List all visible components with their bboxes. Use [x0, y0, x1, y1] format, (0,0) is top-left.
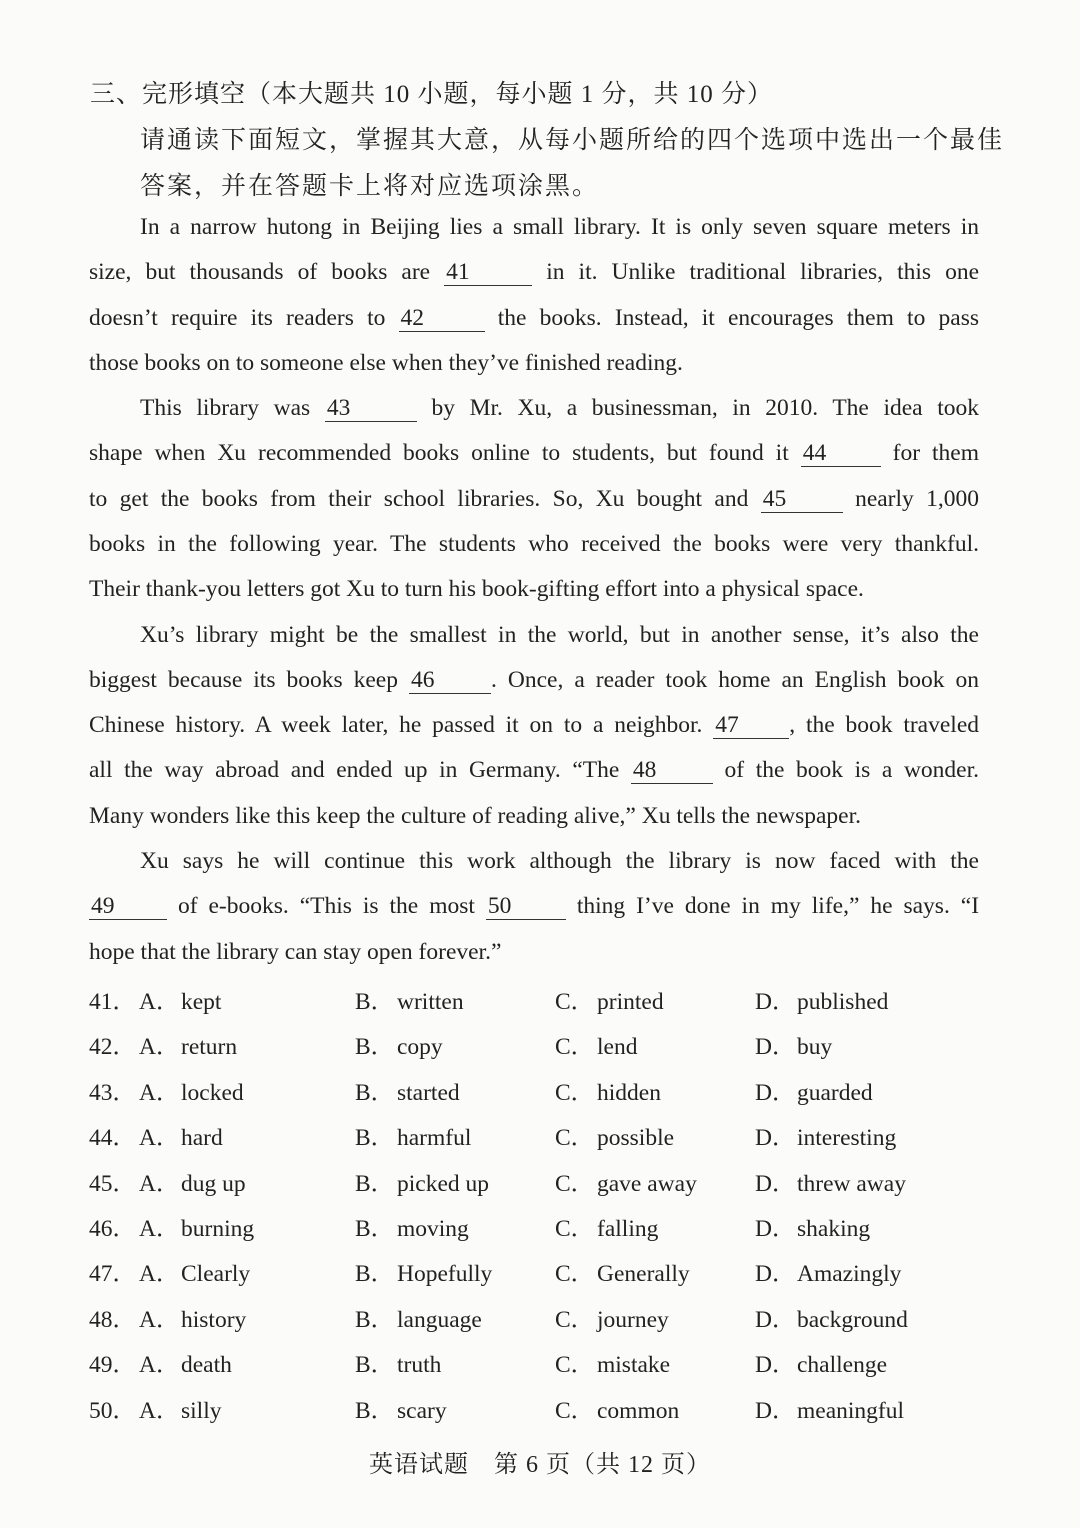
question-row	[89, 1164, 989, 1204]
option-b: B． moving	[355, 1216, 469, 1242]
passage-line: books in the following year. The students who received the books were very thankful.	[89, 531, 979, 557]
option-b: B． started	[355, 1080, 460, 1106]
blank-49: 49	[89, 894, 167, 920]
option-d: D．guarded	[755, 1080, 873, 1106]
passage-line: biggest because its books keep 46 . Once, a reader took home an English book on	[89, 667, 980, 693]
option-c: C． gave away	[555, 1171, 697, 1197]
passage-line: Their thank-you letters got Xu to turn his book-gifting effort into a physical space.	[89, 576, 864, 602]
passage-line: In a narrow hutong in Beijing lies a small library. It is only seven square meters in	[140, 214, 979, 240]
question-row	[89, 1118, 989, 1158]
passage-line: doesn’t require its readers to 42 the books. Instead, it encourages them to pass	[89, 305, 979, 331]
question-number: 42．	[89, 1034, 136, 1060]
question-number: 45．	[89, 1171, 136, 1197]
option-d: D．background	[755, 1307, 908, 1333]
option-a: A．hard	[139, 1125, 223, 1151]
question-number: 41．	[89, 989, 136, 1015]
option-c: C． Generally	[555, 1261, 690, 1287]
option-a: A．kept	[139, 989, 222, 1015]
question-row	[89, 1300, 989, 1340]
passage-line: to get the books from their school libraries. So, Xu bought and 45 nearly 1,000	[89, 486, 980, 512]
option-a: A．locked	[139, 1080, 244, 1106]
question-number: 44．	[89, 1125, 136, 1151]
passage-line: size, but thousands of books are 41 in it. Unlike traditional libraries, this one	[89, 259, 980, 285]
option-c: C． possible	[555, 1125, 675, 1151]
option-c: C． hidden	[555, 1080, 661, 1106]
option-c: C． journey	[555, 1307, 669, 1333]
option-a: A．dug up	[139, 1171, 246, 1197]
blank-43: 43	[325, 396, 417, 422]
option-d: D．interesting	[755, 1125, 897, 1151]
question-row	[89, 1209, 989, 1249]
question-number: 48．	[89, 1307, 136, 1333]
option-b: B． written	[355, 989, 464, 1015]
blank-44: 44	[801, 441, 881, 467]
passage-line: Chinese history. A week later, he passed it on to a neighbor. 47 , the book traveled	[89, 712, 980, 738]
option-b: B． picked up	[355, 1171, 490, 1197]
instruction-line-1: 请通读下面短文，掌握其大意，从每小题所给的四个选项中选出一个最佳	[140, 127, 1005, 154]
passage-line: Xu says he will continue this work although the library is now faced with the	[140, 848, 979, 874]
blank-42: 42	[399, 306, 485, 332]
option-c: C． mistake	[555, 1352, 671, 1378]
blank-50: 50	[486, 894, 566, 920]
question-row	[89, 1345, 989, 1385]
option-c: C． lend	[555, 1034, 638, 1060]
question-row	[89, 1073, 989, 1113]
option-d: D．threw away	[755, 1171, 906, 1197]
blank-45: 45	[761, 487, 843, 513]
option-d: D．shaking	[755, 1216, 871, 1242]
option-a: A．silly	[139, 1398, 222, 1424]
option-a: A．history	[139, 1307, 247, 1333]
page-footer: 英语试题 第 6 页（共 12 页）	[369, 1452, 711, 1478]
option-a: A．Clearly	[139, 1261, 251, 1287]
section-title: 三、完形填空（本大题共 10 小题，每小题 1 分，共 10 分）	[90, 81, 774, 108]
instruction-line-2: 答案，并在答题卡上将对应选项涂黑。	[140, 173, 600, 200]
option-a: A．burning	[139, 1216, 255, 1242]
option-a: A．return	[139, 1034, 238, 1060]
question-number: 43．	[89, 1080, 136, 1106]
option-c: C． printed	[555, 989, 664, 1015]
option-d: D．published	[755, 989, 889, 1015]
question-row	[89, 1027, 989, 1067]
option-b: B． Hopefully	[355, 1261, 493, 1287]
option-b: B． harmful	[355, 1125, 472, 1151]
question-number: 50．	[89, 1398, 136, 1424]
question-number: 49．	[89, 1352, 136, 1378]
option-b: B． copy	[355, 1034, 443, 1060]
blank-46: 46	[409, 668, 491, 694]
question-row	[89, 1391, 989, 1431]
passage-line: those books on to someone else when they’ve finished reading.	[89, 350, 683, 376]
option-b: B． scary	[355, 1398, 447, 1424]
blank-48: 48	[631, 758, 713, 784]
blank-41: 41	[444, 260, 532, 286]
passage-line: This library was 43 by Mr. Xu, a businessman, in 2010. The idea took	[140, 395, 980, 421]
question-number: 47．	[89, 1261, 136, 1287]
option-b: B． language	[355, 1307, 482, 1333]
passage-line: Xu’s library might be the smallest in the world, but in another sense, it’s also the	[140, 622, 979, 648]
option-d: D．meaningful	[755, 1398, 905, 1424]
question-row	[89, 982, 989, 1022]
question-number: 46．	[89, 1216, 136, 1242]
question-row	[89, 1254, 989, 1294]
passage-line: Many wonders like this keep the culture of reading alive,” Xu tells the newspaper.	[89, 803, 862, 829]
option-c: C． common	[555, 1398, 680, 1424]
option-d: D．buy	[755, 1034, 833, 1060]
passage-line: hope that the library can stay open forever.”	[89, 939, 502, 965]
option-d: D．Amazingly	[755, 1261, 902, 1287]
option-b: B． truth	[355, 1352, 442, 1378]
passage-line: 49 of e-books. “This is the most 50 thing I’ve done in my life,” he says. “I	[91, 893, 980, 919]
option-d: D．challenge	[755, 1352, 888, 1378]
passage-line: all the way abroad and ended up in Germany. “The 48 of the book is a wonder.	[89, 757, 980, 783]
passage-line: shape when Xu recommended books online to students, but found it 44 for them	[89, 440, 979, 466]
option-c: C． falling	[555, 1216, 659, 1242]
blank-47: 47	[713, 713, 789, 739]
option-a: A．death	[139, 1352, 232, 1378]
